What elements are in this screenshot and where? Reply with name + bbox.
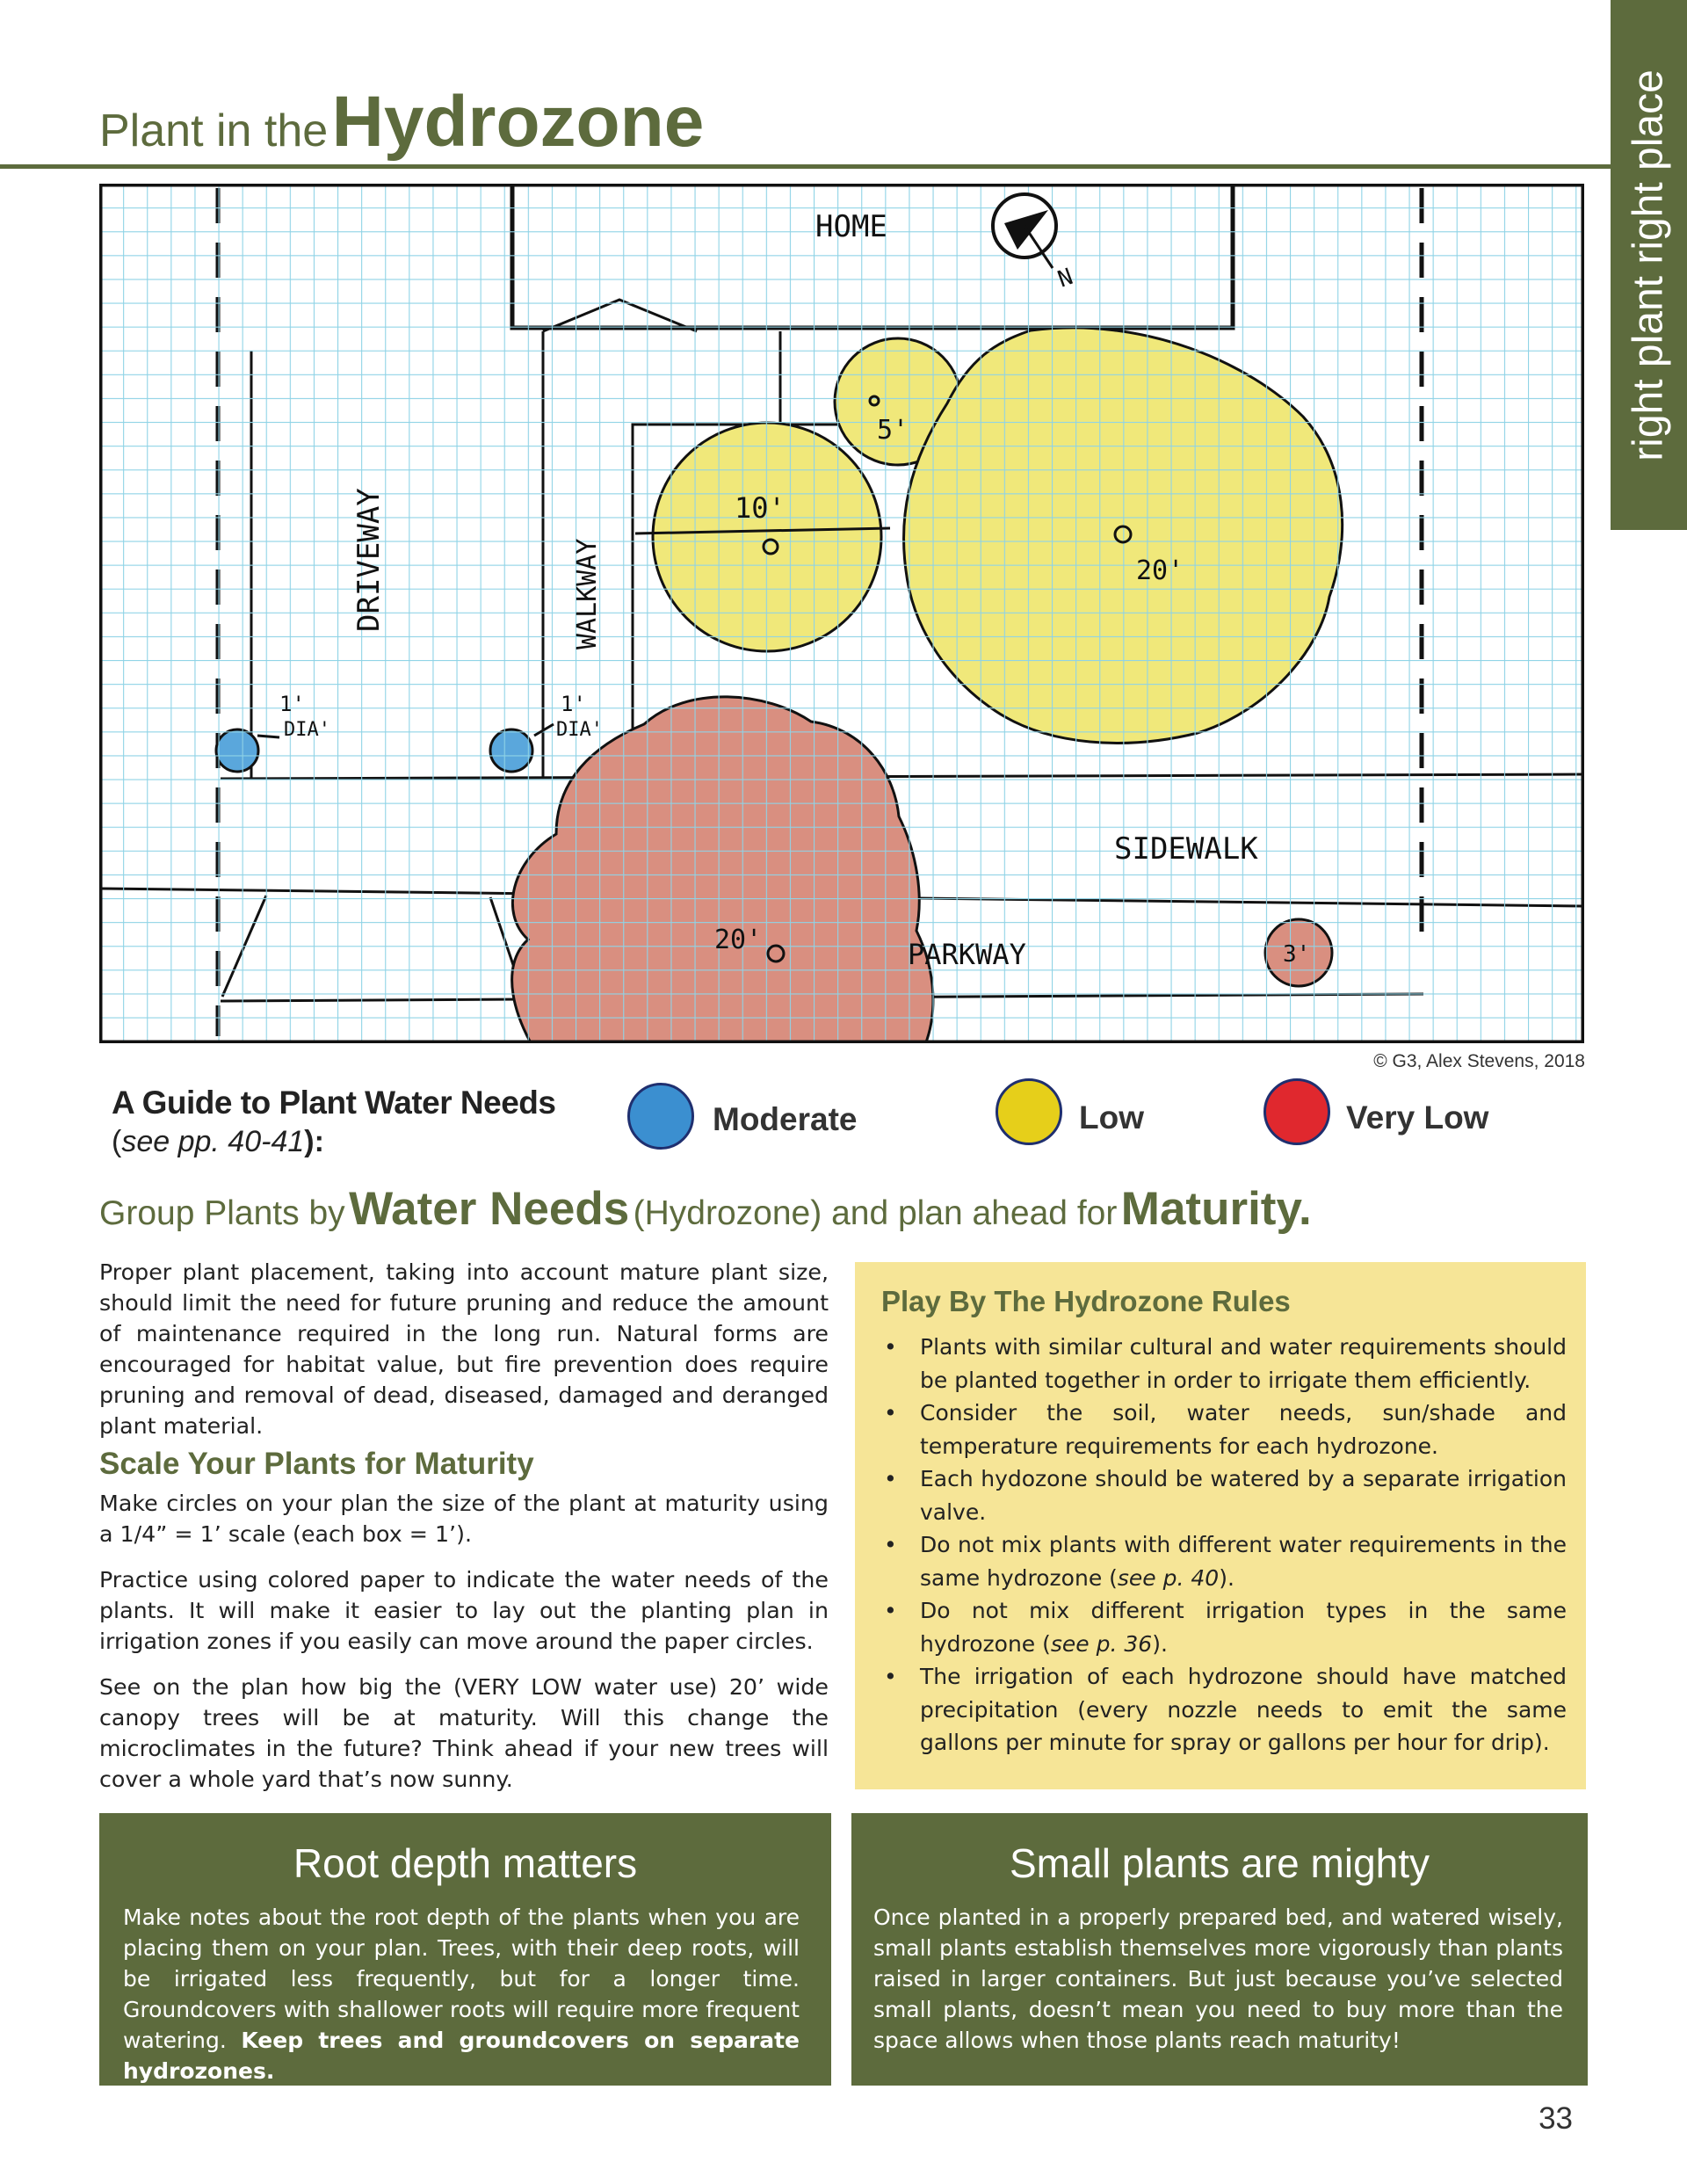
medium-canopy-size: 10': [735, 491, 786, 525]
scale-heading: Scale Your Plants for Maturity: [99, 1447, 534, 1481]
page-number: 33: [1539, 2101, 1573, 2136]
rules-title: Play By The Hydrozone Rules: [881, 1285, 1291, 1317]
scale-paragraph-3: See on the plan how big the (VERY LOW water use) 20’ wide canopy trees will be at maturity. Will this change the microclimates in the future? Think ahead if your new trees will cover a whole yard that’s now sunny.: [99, 1674, 829, 1792]
section-heading: Group Plants by Water Needs (Hydrozone) and plan ahead for Maturity.: [99, 1183, 1312, 1235]
low-legend-label: Low: [1079, 1099, 1144, 1136]
very-low-legend-label: Very Low: [1346, 1099, 1489, 1136]
page-title: [99, 81, 704, 163]
walkway-label: WALKWAY: [572, 538, 603, 649]
list-item: • Plants with similar cultural and water requirements should be planted together in order to irrigate them efficiently.: [884, 1334, 1567, 1393]
large-canopy-size: 20': [1136, 555, 1184, 586]
red-canopy-size: 20': [714, 925, 763, 955]
hydrozone-rules-box: [855, 1262, 1586, 1789]
low-legend-swatch: [996, 1078, 1062, 1145]
small-plants-box: [851, 1813, 1588, 2086]
home-label: HOME: [815, 209, 887, 244]
list-item: • The irrigation of each hydrozone should have matched precipitation (every nozzle needs to emit the same gallons per minute for spray or gallons per hour for drip).: [884, 1664, 1567, 1755]
list-item: • Consider the soil, water needs, sun/shade and temperature requirements for each hydrozone.: [884, 1400, 1567, 1459]
driveway-label: DRIVEWAY: [351, 488, 387, 632]
dia-text-walkway: DIA': [556, 719, 603, 741]
copyright: © G3, Alex Stevens, 2018: [1373, 1051, 1585, 1071]
small-plants-title: Small plants are mighty: [1009, 1840, 1430, 1886]
very-low-legend-swatch: [1263, 1078, 1330, 1145]
root-depth-title: Root depth matters: [293, 1840, 638, 1886]
dia-size-walkway: 1': [561, 692, 586, 716]
guide-reference: (see pp. 40-41):: [112, 1125, 324, 1158]
dia-size-driveway: 1': [279, 692, 305, 716]
guide-title: A Guide to Plant Water Needs: [112, 1085, 556, 1121]
scale-paragraph-1: Make circles on your plan the size of the plant at maturity using a 1/4” = 1’ scale (each box = 1’).: [99, 1491, 829, 1547]
list-item: • Do not mix different irrigation types in the same hydrozone (see p. 36).: [884, 1598, 1567, 1657]
moderate-legend-swatch: [627, 1083, 694, 1150]
small-plants-text: Once planted in a properly prepared bed, and watered wisely, small plants establish themselves more vigorously than plants raised in larger containers. But just because you’ve selected small plants, doesn’t mean you need to buy more than the space allows when those plants reach maturity!: [873, 1905, 1563, 2053]
landscape-plan: [99, 184, 1584, 1043]
parkway-label: PARKWAY: [908, 938, 1026, 971]
north-label: N: [1054, 264, 1077, 294]
side-tab: [1611, 0, 1687, 530]
root-depth-emphasis: Keep trees and groundcovers on separate hydrozones.: [123, 2028, 800, 2084]
list-item: • Do not mix plants with different water requirements in the same hydrozone (see p. 40).: [884, 1532, 1567, 1591]
side-tab-label: right plant right place: [1625, 69, 1672, 461]
rules-list: [881, 1331, 1567, 1760]
small-canopy-size: 5': [877, 415, 909, 446]
scale-paragraph-2: Practice using colored paper to indicate the water needs of the plants. It will make it easier to lay out the planting plan in irrigation zones if you easily can move around the paper circles.: [99, 1567, 829, 1654]
title-divider: [0, 164, 1611, 169]
sidewalk-label: SIDEWALK: [1114, 831, 1258, 867]
guide-reference-pages: see pp. 40-41: [121, 1125, 305, 1158]
moderate-legend-label: Moderate: [713, 1101, 858, 1137]
list-item: • Each hydozone should be watered by a separate irrigation valve.: [884, 1466, 1567, 1525]
title-main: Hydrozone: [331, 82, 705, 162]
root-depth-box: [99, 1813, 831, 2086]
red-shrub-size: 3': [1283, 941, 1311, 968]
dia-text-driveway: DIA': [284, 719, 330, 741]
intro-paragraph: Proper plant placement, taking into account mature plant size, should limit the need for future pruning and reduce the amount of maintenance required in the long run. Natural forms are encouraged for habitat value, but fire prevention does require pruning and removal of dead, diseased, damaged and deranged plant material.: [99, 1259, 829, 1439]
title-prefix: Plant in the: [99, 105, 329, 156]
root-depth-text: Make notes about the root depth of the plants when you are placing them on your plan. Trees, with their deep roots, will be irrigated less frequently, but for a longer time. Groundcovers with shallower roots will require more frequent watering. Keep trees and groundcovers on separate hydrozones.: [123, 1905, 800, 2084]
